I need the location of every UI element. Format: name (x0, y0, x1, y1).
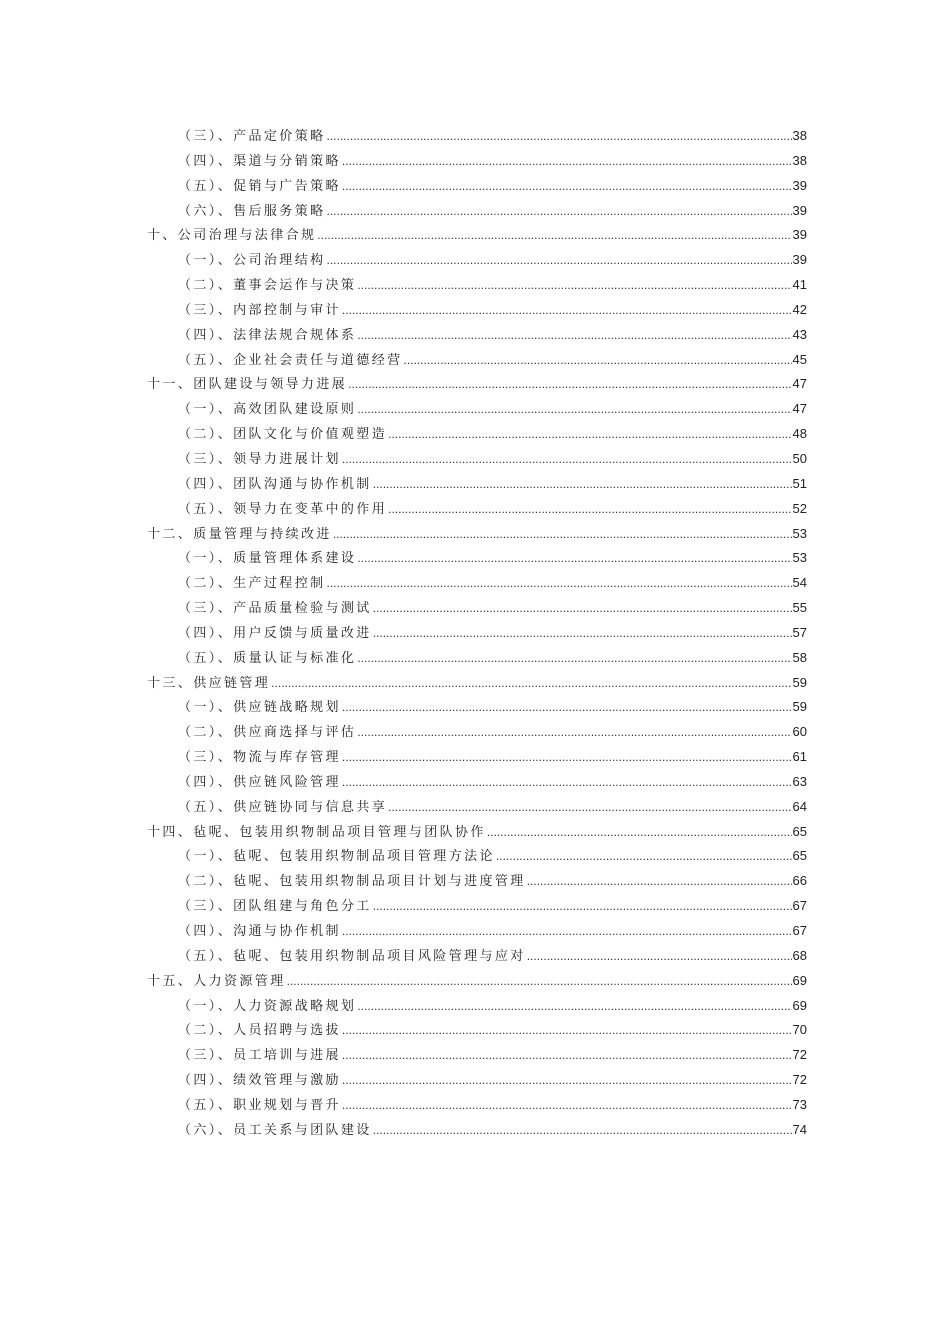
toc-entry-title: （二）、人员招聘与选拔 (178, 1023, 341, 1039)
toc-entry-title: 十一、团队建设与领导力进展 (147, 377, 348, 393)
toc-section-entry[interactable] (147, 448, 807, 473)
toc-dot-leader (342, 452, 792, 466)
toc-page-number: 47 (792, 401, 807, 417)
toc-section-entry[interactable] (147, 895, 807, 920)
toc-entry-title: （五）、职业规划与晋升 (178, 1097, 341, 1113)
toc-entry-title: （三）、内部控制与审计 (178, 302, 341, 318)
toc-section-entry[interactable] (147, 746, 807, 771)
toc-page-number: 38 (792, 152, 807, 168)
toc-dot-leader (327, 204, 792, 218)
toc-page-number: 54 (792, 575, 807, 591)
toc-dot-leader (342, 179, 792, 193)
toc-dot-leader (388, 502, 791, 516)
toc-entry-title: （六）、员工关系与团队建设 (178, 1122, 372, 1138)
toc-dot-leader (327, 576, 792, 590)
toc-page-number: 42 (792, 301, 807, 317)
toc-page-number: 41 (792, 277, 807, 293)
toc-page-number: 67 (792, 923, 807, 938)
toc-page-number: 68 (792, 947, 807, 963)
toc-dot-leader (333, 527, 792, 541)
toc-section-entry[interactable] (147, 498, 807, 523)
toc-section-entry[interactable] (147, 249, 807, 274)
toc-entry-title: （二）、供应商选择与评估 (178, 725, 357, 741)
toc-dot-leader (342, 775, 792, 789)
toc-page-number: 67 (792, 898, 807, 914)
toc-entry-title: （五）、质量认证与标准化 (178, 650, 357, 666)
toc-entry-title: （二）、董事会运作与决策 (178, 278, 357, 294)
toc-entry-title: （五）、供应链协同与信息共享 (178, 799, 388, 815)
toc-page-number: 39 (792, 177, 807, 193)
toc-entry-title: （三）、产品质量检验与测试 (178, 601, 372, 617)
toc-entry-title: （四）、沟通与协作机制 (178, 924, 341, 939)
toc-dot-leader (527, 949, 792, 963)
toc-page-number: 48 (792, 426, 807, 442)
toc-section-entry[interactable] (147, 1019, 807, 1044)
toc-section-entry[interactable] (147, 299, 807, 324)
toc-dot-leader (357, 328, 791, 342)
toc-section-entry[interactable] (147, 995, 807, 1020)
toc-dot-leader (342, 1073, 792, 1087)
toc-entry-title: （二）、毡呢、包装用织物制品项目计划与进度管理 (178, 874, 526, 890)
toc-dot-leader (404, 353, 792, 367)
toc-page-number: 39 (792, 202, 807, 218)
toc-chapter-entry[interactable] (147, 672, 807, 697)
toc-section-entry[interactable] (147, 150, 807, 175)
toc-section-entry[interactable] (147, 771, 807, 796)
toc-page-number: 58 (792, 649, 807, 665)
toc-page-number: 39 (792, 227, 807, 243)
toc-page-number: 66 (792, 873, 807, 889)
toc-dot-leader (342, 303, 792, 317)
toc-section-entry[interactable] (147, 398, 807, 423)
toc-section-entry[interactable] (147, 647, 807, 672)
toc-entry-title: （五）、促销与广告策略 (178, 178, 341, 194)
toc-dot-leader (271, 676, 791, 690)
toc-section-entry[interactable] (147, 349, 807, 374)
toc-page-number: 65 (792, 848, 807, 864)
toc-entry-title: （四）、绩效管理与激励 (178, 1073, 341, 1089)
toc-dot-leader (357, 551, 791, 565)
toc-entry-title: （一）、高效团队建设原则 (178, 402, 357, 418)
toc-dot-leader (373, 899, 792, 913)
table-of-contents (147, 125, 807, 1144)
toc-page-number: 53 (792, 550, 807, 566)
toc-entry-title: （四）、供应链风险管理 (178, 774, 341, 790)
toc-page-number: 63 (792, 773, 807, 789)
toc-section-entry[interactable] (147, 870, 807, 895)
toc-page-number: 43 (792, 326, 807, 342)
toc-entry-title: （三）、产品定价策略 (178, 129, 326, 144)
toc-dot-leader (496, 849, 792, 863)
toc-dot-leader (357, 725, 791, 739)
toc-section-entry[interactable] (147, 1094, 807, 1119)
toc-page-number: 45 (792, 351, 807, 367)
toc-page-number: 70 (792, 1022, 807, 1038)
toc-section-entry[interactable] (147, 845, 807, 870)
toc-entry-title: 十、公司治理与法律合规 (147, 228, 317, 244)
toc-section-entry[interactable] (147, 200, 807, 225)
toc-section-entry[interactable] (147, 547, 807, 572)
toc-section-entry[interactable] (147, 920, 807, 945)
toc-dot-leader (388, 800, 791, 814)
toc-entry-title: （一）、公司治理结构 (178, 253, 326, 269)
toc-section-entry[interactable] (147, 324, 807, 349)
toc-entry-title: （一）、毡呢、包装用织物制品项目管理方法论 (178, 849, 495, 865)
toc-page-number: 59 (792, 674, 807, 690)
toc-dot-leader (317, 228, 791, 242)
toc-entry-title: （五）、企业社会责任与道德经营 (178, 352, 403, 368)
toc-section-entry[interactable] (147, 622, 807, 647)
toc-dot-leader (357, 651, 791, 665)
toc-chapter-entry[interactable] (147, 373, 807, 398)
toc-dot-leader (487, 825, 792, 839)
toc-page-number: 50 (792, 450, 807, 466)
toc-entry-title: （三）、领导力进展计划 (178, 451, 341, 467)
toc-entry-title: （一）、供应链战略规划 (178, 700, 341, 716)
toc-dot-leader (373, 477, 792, 491)
toc-section-entry[interactable] (147, 1119, 807, 1144)
toc-dot-leader (388, 427, 791, 441)
toc-entry-title: （二）、生产过程控制 (178, 576, 326, 592)
toc-entry-title: （三）、员工培训与进展 (178, 1048, 341, 1064)
toc-section-entry[interactable] (147, 945, 807, 970)
toc-page-number: 39 (792, 252, 807, 268)
toc-section-entry[interactable] (147, 597, 807, 622)
toc-dot-leader (357, 402, 791, 416)
toc-entry-title: （六）、售后服务策略 (178, 203, 326, 219)
toc-entry-title: （一）、质量管理体系建设 (178, 551, 357, 567)
toc-chapter-entry[interactable] (147, 224, 807, 249)
toc-page-number: 55 (792, 600, 807, 616)
toc-entry-title: （四）、法律法规合规体系 (178, 327, 357, 343)
toc-section-entry[interactable] (147, 1044, 807, 1069)
toc-dot-leader (342, 750, 792, 764)
toc-dot-leader (327, 129, 792, 143)
toc-dot-leader (342, 1098, 792, 1112)
toc-entry-title: （三）、物流与库存管理 (178, 750, 341, 766)
toc-entry-title: （四）、团队沟通与协作机制 (178, 476, 372, 492)
toc-dot-leader (357, 999, 791, 1013)
toc-chapter-entry[interactable] (147, 523, 807, 548)
toc-dot-leader (373, 1123, 792, 1137)
toc-entry-title: （一）、人力资源战略规划 (178, 998, 357, 1014)
toc-dot-leader (327, 253, 792, 267)
toc-section-entry[interactable] (147, 274, 807, 299)
toc-page-number: 52 (792, 500, 807, 516)
toc-dot-leader (287, 974, 792, 988)
toc-dot-leader (342, 1048, 792, 1062)
toc-dot-leader (357, 278, 791, 292)
toc-section-entry[interactable] (147, 175, 807, 200)
toc-entry-title: （五）、毡呢、包装用织物制品项目风险管理与应对 (178, 948, 526, 964)
toc-dot-leader (342, 154, 792, 168)
toc-page-number: 69 (792, 972, 807, 988)
toc-page-number: 59 (792, 699, 807, 715)
toc-chapter-entry[interactable] (147, 821, 807, 846)
toc-entry-title: （二）、团队文化与价值观塑造 (178, 427, 388, 443)
toc-section-entry[interactable] (147, 696, 807, 721)
toc-dot-leader (348, 377, 791, 391)
toc-section-entry[interactable] (147, 796, 807, 821)
toc-dot-leader (373, 601, 792, 615)
toc-entry-title: （三）、团队组建与角色分工 (178, 899, 372, 915)
toc-dot-leader (373, 626, 792, 640)
toc-entry-title: （四）、用户反馈与质量改进 (178, 625, 372, 641)
toc-dot-leader (527, 874, 792, 888)
toc-section-entry[interactable] (147, 721, 807, 746)
toc-entry-title: （五）、领导力在变革中的作用 (178, 501, 388, 517)
toc-entry-title: 十四、毡呢、包装用织物制品项目管理与团队协作 (147, 824, 486, 840)
toc-entry-title: 十二、质量管理与持续改进 (147, 526, 332, 542)
toc-section-entry[interactable] (147, 572, 807, 597)
toc-section-entry[interactable] (147, 473, 807, 498)
toc-page-number: 47 (792, 376, 807, 392)
toc-page-number: 60 (792, 724, 807, 740)
toc-dot-leader (342, 700, 792, 714)
toc-page-number: 53 (792, 525, 807, 541)
toc-page-number: 61 (792, 749, 807, 765)
toc-dot-leader (342, 1023, 792, 1037)
toc-page-number: 73 (792, 1096, 807, 1112)
toc-page-number: 72 (792, 1047, 807, 1063)
toc-page-number: 69 (792, 997, 807, 1013)
toc-page-number: 57 (792, 624, 807, 640)
toc-entry-title: 十三、供应链管理 (147, 675, 271, 691)
toc-entry-title: （四）、渠道与分销策略 (178, 153, 341, 169)
toc-chapter-entry[interactable] (147, 970, 807, 995)
toc-page-number: 74 (792, 1121, 807, 1137)
toc-section-entry[interactable] (147, 1069, 807, 1094)
toc-page-number: 64 (792, 798, 807, 814)
toc-dot-leader (342, 924, 792, 938)
toc-entry-title: 十五、人力资源管理 (147, 973, 286, 989)
toc-section-entry[interactable] (147, 125, 807, 150)
toc-page-number: 72 (792, 1072, 807, 1088)
toc-section-entry[interactable] (147, 423, 807, 448)
toc-page-number: 65 (792, 823, 807, 839)
toc-page-number: 51 (792, 475, 807, 491)
toc-page-number: 38 (792, 128, 807, 143)
